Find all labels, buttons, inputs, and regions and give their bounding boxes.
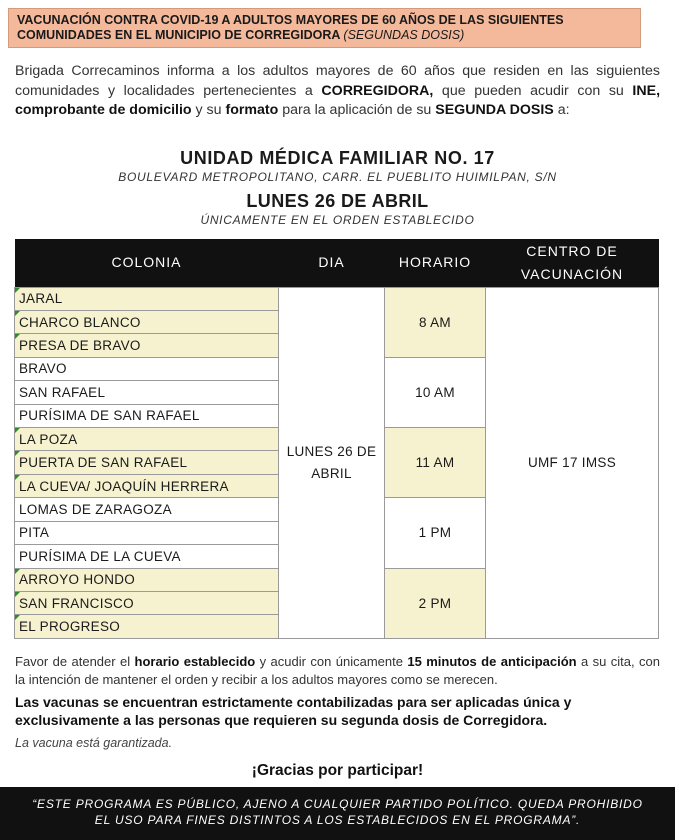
location-name: UNIDAD MÉDICA FAMILIAR NO. 17 [180,148,495,168]
intro-bold-formato: formato [225,102,279,118]
dia-line-1: LUNES 26 DE [286,443,377,459]
guarantee-note: La vacuna está garantizada. [15,736,173,750]
colonia-cell: PURÍSIMA DE LA CUEVA [15,545,279,568]
intro-bold-corregidora: CORREGIDORA, [321,82,434,99]
intro-text-3: y su [191,102,226,118]
header-dia: DIA [279,239,385,287]
location-address: BOULEVARD METROPOLITANO, CARR. EL PUEBLITO HUIMILPAN, S/N [118,170,557,184]
colonia-cell: PRESA DE BRAVO [15,334,279,357]
horario-cell: 8 AM [385,287,486,357]
intro-paragraph [15,62,660,121]
colonia-cell: LA POZA [15,428,279,451]
footer-line-2: EL USO PARA FINES DISTINTOS A LOS ESTABLECIDOS EN EL PROGRAMA”. [94,813,581,827]
schedule-table [14,239,659,639]
note-bold-anticipacion: 15 minutos de anticipación [407,654,577,669]
colonia-cell: ARROYO HONDO [15,568,279,591]
thanks-message: ¡Gracias por participar! [251,762,424,779]
horario-cell: 10 AM [385,357,486,427]
banner-segundas-dosis: (SEGUNDAS DOSIS) [343,28,465,42]
footer-line-1: “ESTE PROGRAMA ES PÚBLICO, AJENO A CUALQUIER PARTIDO POLÍTICO. QUEDA PROHIBIDO [32,797,643,811]
colonia-cell: PURÍSIMA DE SAN RAFAEL [15,404,279,427]
banner-line-2 [17,28,632,43]
horario-cell: 1 PM [385,498,486,568]
header-horario: HORARIO [385,239,486,287]
header-centro-line-1: CENTRO DE [526,242,618,259]
date-title: LUNES 26 DE ABRIL [246,191,429,211]
title-banner [8,8,641,48]
intro-text-4: para la aplicación de su [278,102,436,118]
intro-bold-segunda-dosis: SEGUNDA DOSIS [435,102,554,118]
legal-footer [0,787,675,840]
intro-bold-ine: INE, comprobante de domicilio [15,82,661,118]
colonia-cell: LOMAS DE ZARAGOZA [15,498,279,521]
intro-text-5: a: [553,102,570,118]
note-text-2: y acudir con únicamente [255,654,408,669]
centro-cell: UMF 17 IMSS [486,287,659,639]
note-text-1: Favor de atender el [15,654,135,669]
dia-line-2: ABRIL [311,465,352,481]
horario-cell: 2 PM [385,568,486,638]
intro-text-2: que pueden acudir con su [433,82,633,99]
note-bold-horario: horario establecido [134,654,256,669]
table-header-row [15,239,659,287]
banner-line-2-text: COMUNIDADES EN EL MUNICIPIO DE CORREGIDORA [17,28,340,42]
intro-text-1: Brigada Correcaminos informa a los adultos mayores de 60 años que residen en las siguientes comunidades y localidades pertenecientes a [15,63,660,99]
colonia-cell: JARAL [15,287,279,310]
colonia-cell: SAN FRANCISCO [15,591,279,614]
header-centro-line-2: VACUNACIÓN [520,265,624,282]
header-centro [486,239,659,287]
vaccine-count-note: Las vacunas se encuentran estrictamente contabilizadas para ser aplicadas única y exclusivamente a las personas que requieren su segunda dosis de Corregidora. [15,694,572,728]
horario-cell: 11 AM [385,428,486,498]
note-text-3: a su cita, con la intención de mantener el orden y recibir a los adultos mayores como se merecen. [15,654,660,687]
colonia-cell: BRAVO [15,357,279,380]
colonia-cell: LA CUEVA/ JOAQUÍN HERRERA [15,474,279,497]
colonia-cell: PUERTA DE SAN RAFAEL [15,451,279,474]
colonia-cell: CHARCO BLANCO [15,310,279,333]
order-note: ÚNICAMENTE EN EL ORDEN ESTABLECIDO [200,213,475,227]
banner-line-1: VACUNACIÓN CONTRA COVID-19 A ADULTOS MAYORES DE 60 AÑOS DE LAS SIGUIENTES [17,13,564,27]
schedule-note [15,653,660,689]
dia-cell [279,287,385,639]
colonia-cell: EL PROGRESO [15,615,279,639]
colonia-cell: PITA [15,521,279,544]
table-row [15,287,659,310]
header-colonia: COLONIA [15,239,279,287]
colonia-cell: SAN RAFAEL [15,381,279,404]
